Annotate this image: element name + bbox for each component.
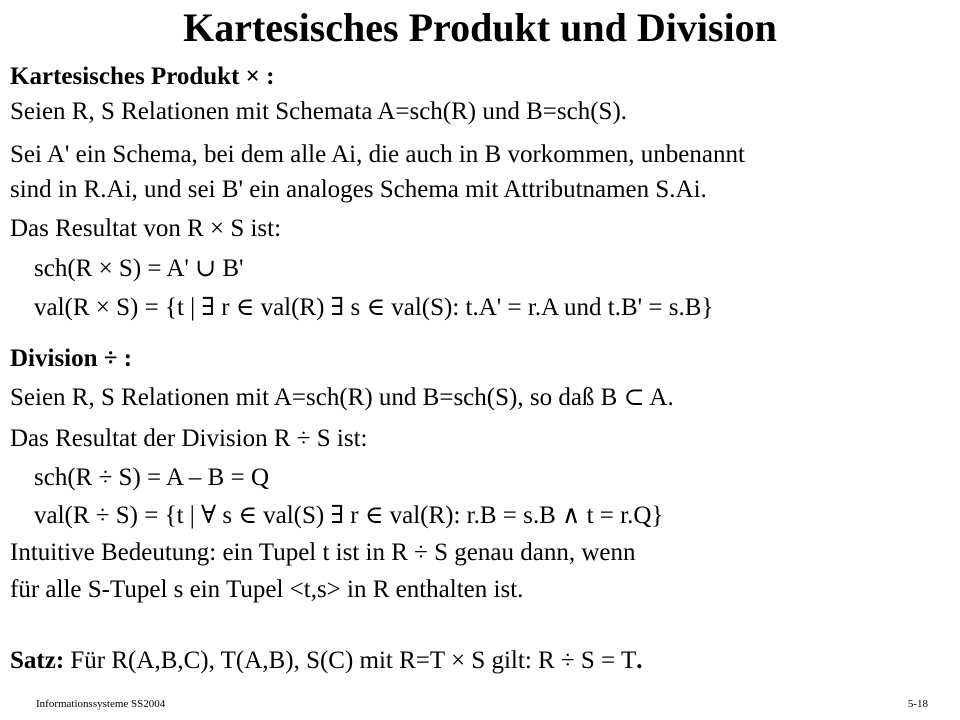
kartesisch-formula-val: val(R × S) = {t | ∃ r ∈ val(R) ∃ s ∈ val(S): t.A' = r.A und t.B' = s.B}: [34, 294, 714, 321]
division-formula-val: val(R ÷ S) = {t | ∀ s ∈ val(S) ∃ r ∈ val(R): r.B = s.B ∧ t = r.Q}: [34, 502, 664, 529]
kartesisch-line-1: Seien R, S Relationen mit Schemata A=sch(R) und B=sch(S).: [10, 98, 628, 125]
kartesisch-formula-sch: sch(R × S) = A' ∪ B': [34, 255, 244, 282]
footer-page-number: 5-18: [907, 698, 928, 710]
kartesisch-line-4: Das Resultat von R × S ist:: [10, 215, 282, 242]
satz-statement: [10, 646, 642, 676]
intuition-line-2: für alle S-Tupel s ein Tupel <t,s> in R enthalten ist.: [10, 576, 524, 603]
slide-title: Kartesisches Produkt und Division: [183, 5, 777, 50]
kartesisch-line-3: sind in R.Ai, und sei B' ein analoges Schema mit Attributnamen S.Ai.: [10, 176, 707, 203]
satz-end: .: [636, 647, 643, 674]
footer-course: Informationssysteme SS2004: [36, 698, 166, 710]
satz-label: Satz:: [10, 647, 65, 674]
division-formula-sch: sch(R ÷ S) = A – B = Q: [34, 464, 269, 491]
division-line-1: Seien R, S Relationen mit A=sch(R) und B=sch(S), so daß B ⊂ A.: [10, 384, 674, 411]
division-heading: Division ÷ :: [10, 345, 133, 372]
division-line-2: Das Resultat der Division R ÷ S ist:: [10, 425, 368, 452]
satz-text: Für R(A,B,C), T(A,B), S(C) mit R=T × S gilt: R ÷ S = T: [64, 647, 637, 674]
kartesisches-produkt-heading: Kartesisches Produkt × :: [10, 63, 275, 90]
intuition-line-1: Intuitive Bedeutung: ein Tupel t ist in R ÷ S genau dann, wenn: [10, 539, 636, 566]
kartesisch-line-2: Sei A' ein Schema, bei dem alle Ai, die auch in B vorkommen, unbenannt: [10, 141, 745, 168]
